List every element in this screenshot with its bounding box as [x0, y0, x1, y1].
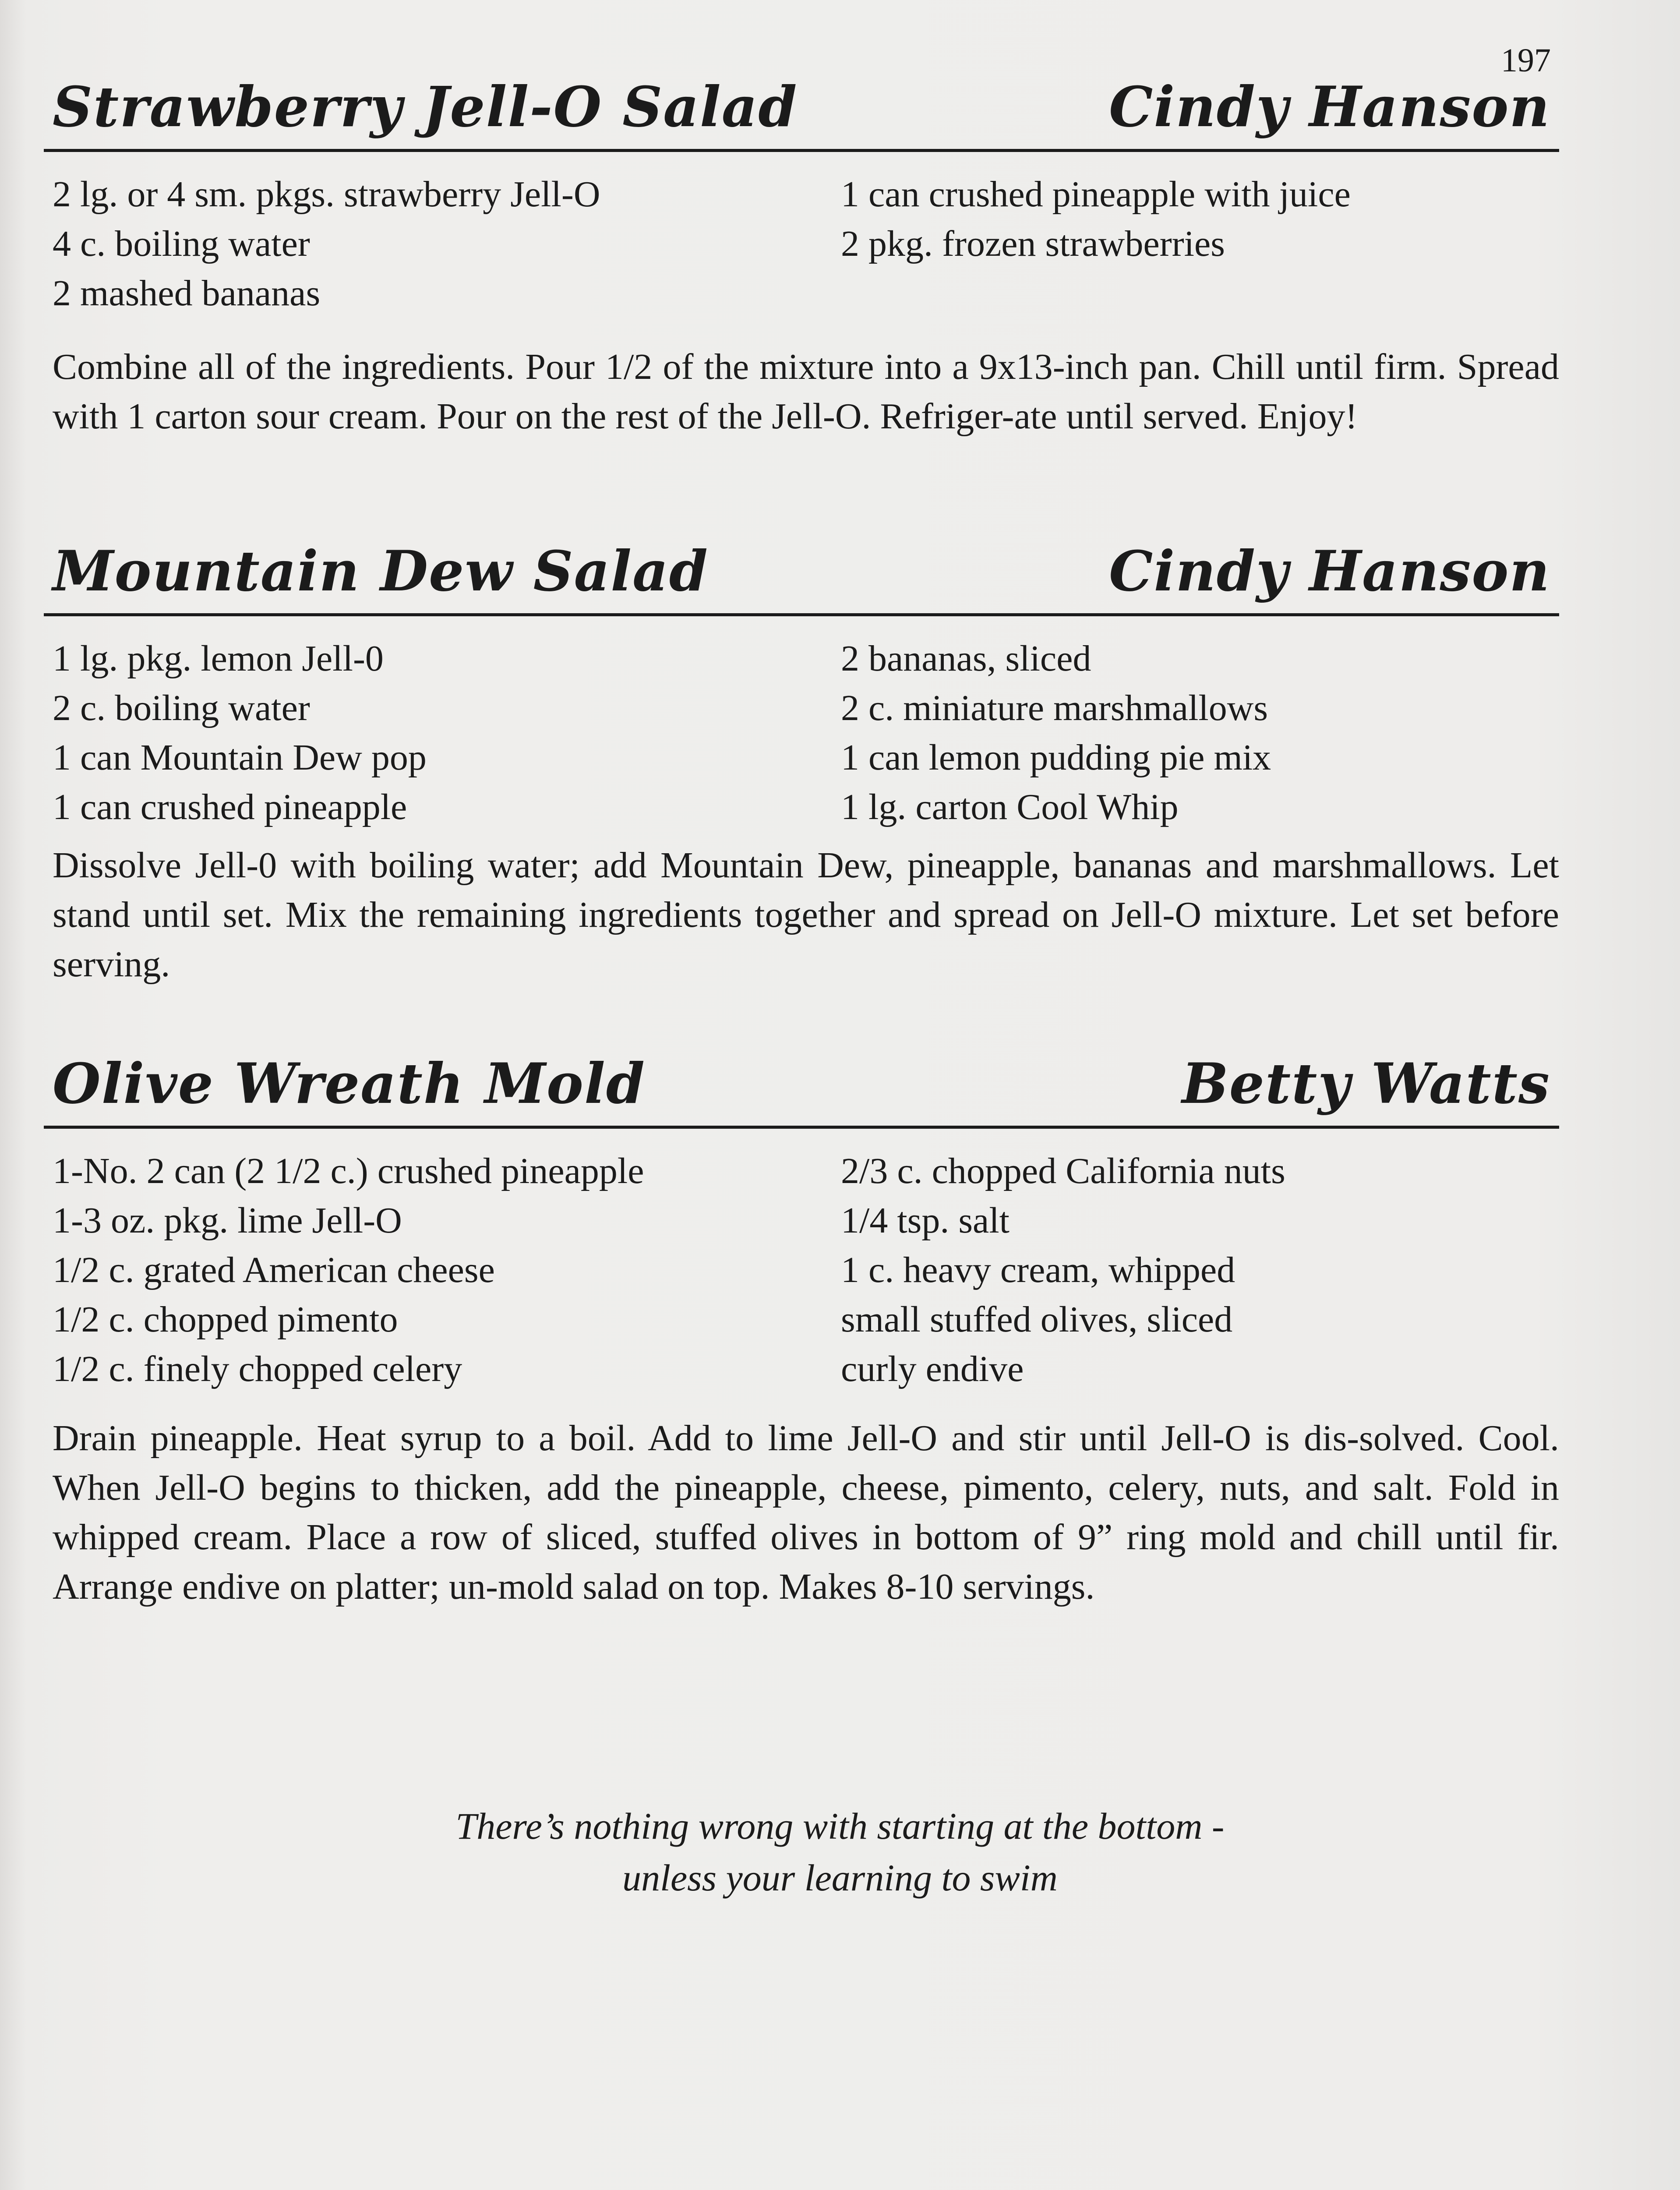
ingredient-item: 1-3 oz. pkg. lime Jell-O — [53, 1200, 402, 1241]
ingredients-right-column — [841, 170, 1559, 318]
ingredient-item: 2 bananas, sliced — [841, 638, 1091, 679]
recipe-strawberry-jello-salad — [44, 74, 1559, 441]
ingredients-right-column — [841, 634, 1559, 832]
ingredients-left-column — [44, 634, 841, 832]
recipe-header — [44, 539, 1559, 616]
ingredient-item: 1 can crushed pineapple with juice — [841, 174, 1351, 215]
ingredients-left-column — [44, 1146, 841, 1394]
ingredient-item: 2 mashed bananas — [53, 273, 321, 314]
ingredient-item: curly endive — [841, 1349, 1024, 1389]
ingredient-item: 1 can lemon pudding pie mix — [841, 737, 1271, 778]
ingredient-item: 2 c. boiling water — [53, 688, 310, 728]
ingredient-item: 2 pkg. frozen strawberries — [841, 223, 1225, 264]
recipe-author: Cindy Hanson — [1109, 539, 1550, 604]
quote-line: unless your learning to swim — [622, 1857, 1058, 1899]
ingredient-item: 2/3 c. chopped California nuts — [841, 1151, 1285, 1191]
ingredients-left-column — [44, 170, 841, 318]
recipe-mountain-dew-salad — [44, 539, 1559, 989]
recipe-author: Cindy Hanson — [1109, 74, 1550, 139]
ingredient-item: 1-No. 2 can (2 1/2 c.) crushed pineapple — [53, 1151, 644, 1191]
recipe-directions: Drain pineapple. Heat syrup to a boil. Add to lime Jell-O and stir until Jell-O is dis-solved. Cool. When Jell-O begins to thicken, add the pineapple, cheese, pimento, celery, nuts, and salt. Fold in whipped cream. Place a row of sliced, stuffed olives in bottom of 9” ring mold and chill until fir. Arrange endive on platter; un-mold salad on top. Makes 8-10 servings. — [53, 1418, 1559, 1607]
ingredients-list — [44, 634, 1559, 832]
ingredient-item: 2 c. miniature marshmallows — [841, 688, 1268, 728]
ingredient-item: 1 can crushed pineapple — [53, 787, 407, 827]
ingredient-item: 1 lg. carton Cool Whip — [841, 787, 1179, 827]
ingredient-item: 1/4 tsp. salt — [841, 1200, 1010, 1241]
recipe-olive-wreath-mold — [44, 1051, 1559, 1611]
ingredients-list — [44, 170, 1559, 318]
ingredient-item: 1 can Mountain Dew pop — [53, 737, 427, 778]
recipe-header — [44, 74, 1559, 152]
ingredient-item: 1/2 c. grated American cheese — [53, 1250, 495, 1290]
closing-quote — [0, 1800, 1680, 1904]
recipe-directions: Dissolve Jell-0 with boiling water; add Mountain Dew, pineapple, bananas and marshmallows. Let stand until set. Mix the remaining ingredients together and spread on Jell-O mixture. Let set before serving. — [53, 845, 1559, 985]
recipe-header — [44, 1051, 1559, 1129]
recipe-title: Mountain Dew Salad — [53, 539, 709, 604]
ingredient-item: 1/2 c. chopped pimento — [53, 1299, 398, 1340]
ingredient-item: 1 c. heavy cream, whipped — [841, 1250, 1235, 1290]
recipe-title: Olive Wreath Mold — [53, 1051, 646, 1116]
ingredients-list — [44, 1146, 1559, 1394]
ingredient-item: 1 lg. pkg. lemon Jell-0 — [53, 638, 384, 679]
ingredient-item: small stuffed olives, sliced — [841, 1299, 1233, 1340]
recipe-title: Strawberry Jell-O Salad — [53, 74, 798, 139]
ingredient-item: 4 c. boiling water — [53, 223, 310, 264]
ingredient-item: 1/2 c. finely chopped celery — [53, 1349, 462, 1389]
recipe-directions: Combine all of the ingredients. Pour 1/2 of the mixture into a 9x13-inch pan. Chill until firm. Spread with 1 carton sour cream. Pour on the rest of the Jell-O. Refriger-ate until served. Enjoy! — [53, 346, 1559, 437]
ingredient-item: 2 lg. or 4 sm. pkgs. strawberry Jell-O — [53, 174, 600, 215]
recipe-author: Betty Watts — [1182, 1051, 1550, 1116]
quote-line: There’s nothing wrong with starting at the bottom - — [455, 1805, 1225, 1847]
page-number: 197 — [1501, 42, 1551, 79]
ingredients-right-column — [841, 1146, 1559, 1394]
